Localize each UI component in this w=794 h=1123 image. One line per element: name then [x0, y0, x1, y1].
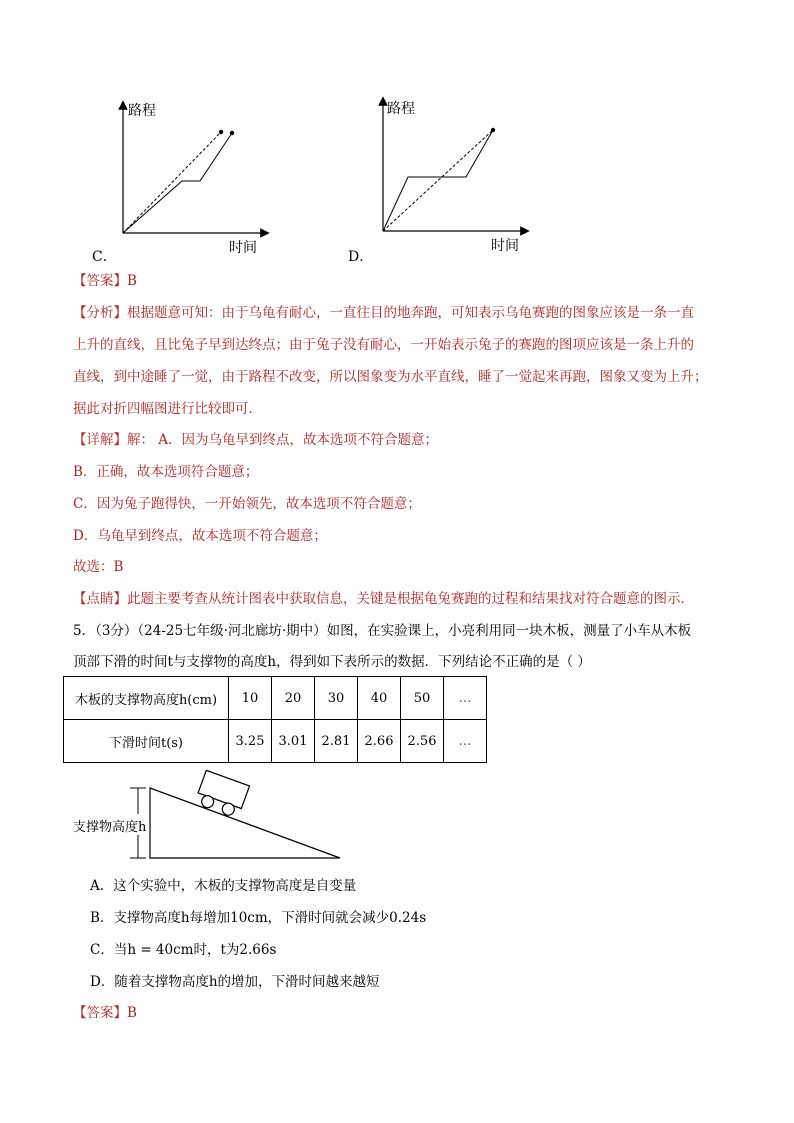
comment-tag: 【点睛】: [73, 591, 127, 607]
row-header-height: 木板的支撑物高度h(cm): [64, 677, 229, 720]
option-a: A．这个实验中，木板的支撑物高度是自变量: [90, 878, 357, 894]
tortoise-line: [123, 132, 221, 233]
tortoise-line: [383, 130, 493, 231]
detail-line-3: C．因为兔子跑得快，一开始领先，故本选项不符合题意；: [73, 496, 421, 512]
analysis-line-3: 直线，到中途睡了一觉，由于路程不改变，所以图象变为水平直线，睡了一觉起来再跑，图象又变为上升；: [73, 369, 708, 385]
graph-d-ylabel: 路程: [387, 101, 415, 117]
table-row: 下滑时间t(s) 3.25 3.01 2.81 2.66 2.56 …: [64, 720, 487, 763]
analysis-line-4: 据此对折四幅图进行比较即可．: [73, 401, 262, 417]
answer-tag: 【答案】: [73, 273, 127, 289]
q5-answer-line: [73, 1003, 137, 1023]
graph-c-xlabel: 时间: [229, 240, 257, 256]
choose-line: 故选：B: [73, 559, 124, 575]
figure-height-label: 支撑物高度h: [72, 816, 147, 835]
q5-answer-value: B: [127, 1005, 137, 1021]
graph-d-option: D．: [348, 249, 374, 265]
answer-value: B: [127, 273, 137, 289]
option-d: D．随着支撑物高度h的增加，下滑时间越来越短: [90, 974, 380, 990]
analysis-tag: 【分析】: [73, 305, 127, 321]
graph-c-option: C．: [92, 249, 117, 265]
data-table: [63, 676, 487, 763]
table-row: 木板的支撑物高度h(cm) 10 20 30 40 50 …: [64, 677, 487, 720]
detail-line-4: D．乌龟早到终点，故本选项不符合题意；: [73, 528, 327, 544]
ramp-figure: [120, 770, 350, 865]
q5-stem-1: 5．（3分）（24-25七年级·河北廊坊·期中）如图，在实验课上，小亮利用同一块木板，测量了小车从木板: [73, 623, 692, 639]
q5-answer-tag: 【答案】: [73, 1005, 127, 1021]
detail-line-2: B．正确，故本选项符合题意；: [73, 464, 259, 480]
graph-d-xlabel: 时间: [491, 238, 519, 254]
answer-line: [73, 271, 137, 291]
option-c: C．当h = 40cm时，t为2.66s: [90, 942, 277, 958]
detail-tag: 【详解】: [73, 432, 127, 448]
comment-line: 【点睛】此题主要考查从统计图表中获取信息，关键是根据龟兔赛跑的过程和结果找对符合题意的图示．: [73, 591, 694, 607]
option-b: B．支撑物高度h每增加10cm，下滑时间就会减少0.24s: [90, 910, 427, 926]
cart-icon: [194, 770, 249, 819]
detail-line-1: 【详解】解： A．因为乌龟早到终点，故本选项不符合题意；: [73, 432, 439, 448]
hare-line: [123, 133, 232, 233]
q5-stem-2: 顶部下滑的时间t与支撑物的高度h，得到如下表所示的数据．下列结论不正确的是（ ）: [73, 654, 591, 670]
analysis-line-2: 上升的直线，且比兔子早到达终点；由于兔子没有耐心，一开始表示兔子的赛跑的图项应该是一条上升的: [73, 337, 694, 353]
graph-c-ylabel: 路程: [128, 103, 156, 119]
row-header-time: 下滑时间t(s): [64, 720, 229, 763]
analysis-line-1: 【分析】根据题意可知：由于乌龟有耐心，一直往目的地奔跑，可知表示乌龟赛跑的图象应该是一条一直: [73, 305, 694, 321]
